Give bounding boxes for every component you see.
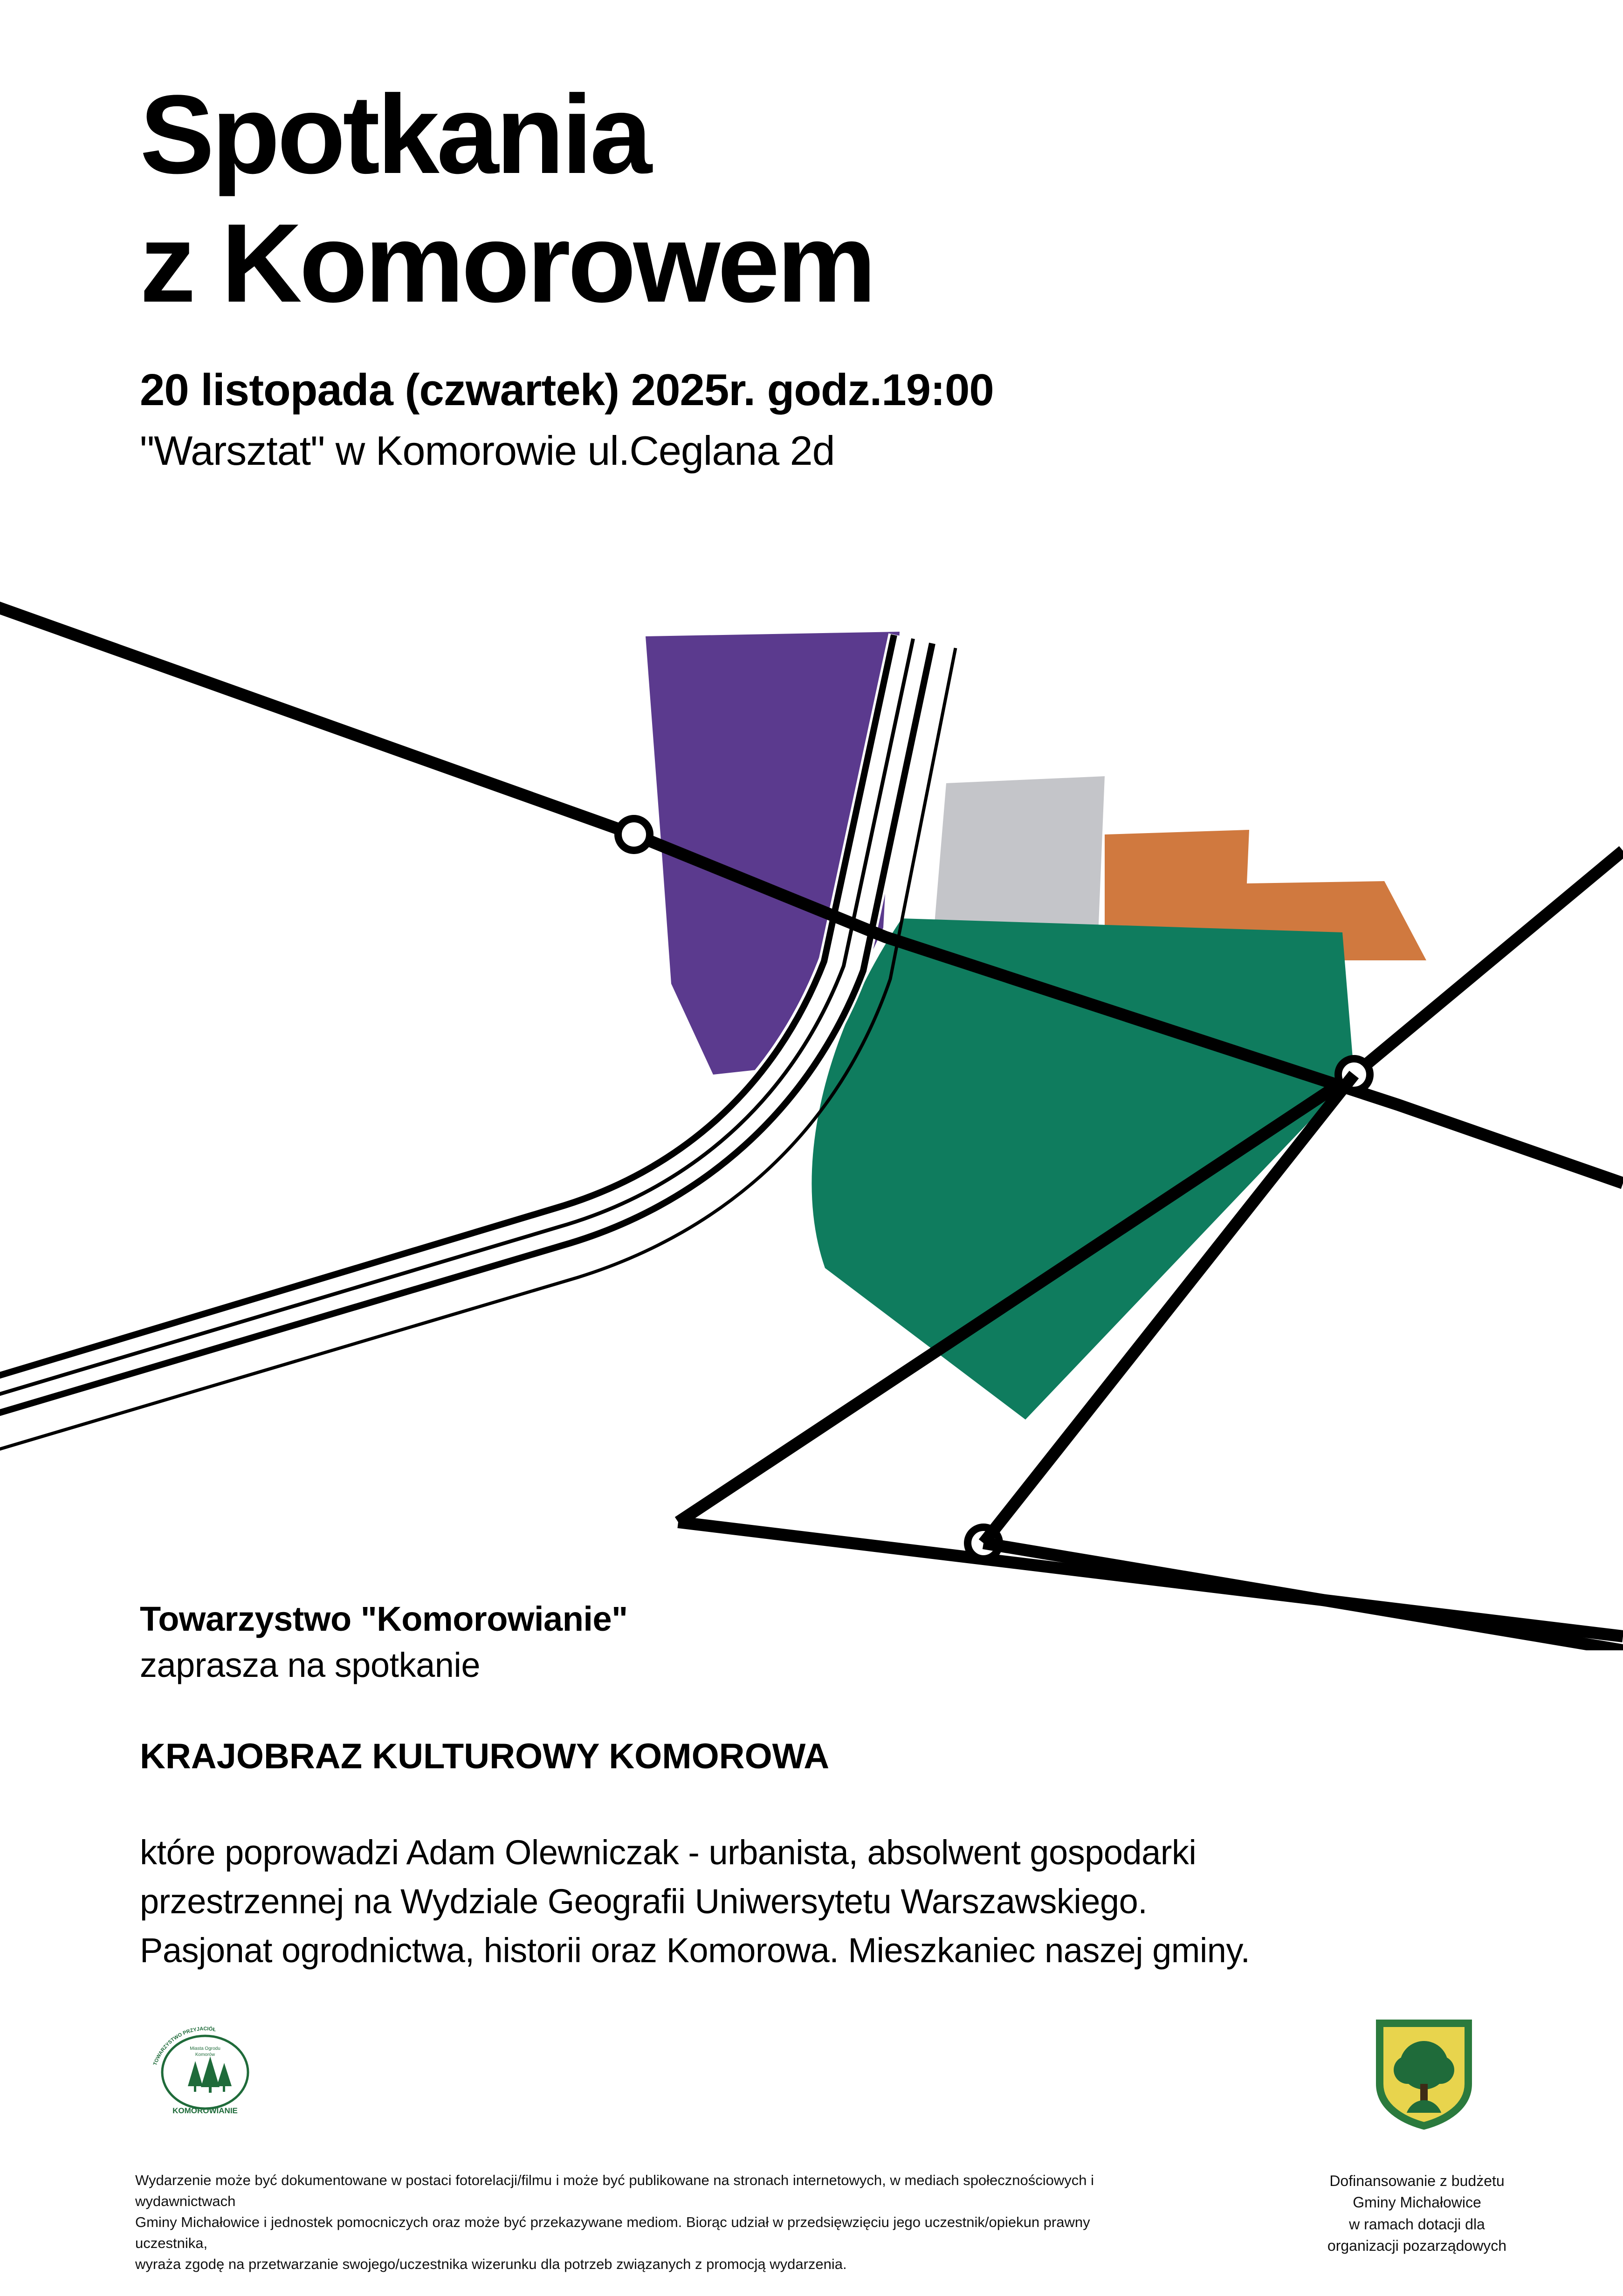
funding-line-3: w ramach dotacji dla — [1349, 2215, 1485, 2233]
logo-inner-text-2: Komorów — [195, 2052, 215, 2057]
legal-notice — [135, 2170, 1161, 2275]
lecture-description-line-3: Pasjonat ogrodnictwa, historii oraz Komorowa. Mieszkaniec naszej gminy. — [140, 1931, 1250, 1970]
invitation-block — [140, 1599, 1398, 1975]
invitation-text: zaprasza na spotkanie — [140, 1646, 480, 1684]
legal-line-3: wyraża zgodę na przetwarzanie swojego/uczestnika wizerunku dla potrzeb związanych z promocją wydarzenia. — [135, 2255, 847, 2272]
lecture-title: KRAJOBRAZ KULTUROWY KOMOROWA — [140, 1737, 830, 1776]
logo-inner-text-1: Miasta Ogrodu — [190, 2046, 220, 2051]
map-svg — [0, 592, 1623, 1650]
funding-line-1: Dofinansowanie z budżetu — [1329, 2172, 1505, 2189]
map-illustration — [0, 592, 1623, 1650]
legal-line-2: Gminy Michałowice i jednostek pomocniczych oraz może być przekazywane mediom. Biorąc udział w przedsięwzięciu jego uczestnik/opiekun prawny uczestnika, — [135, 2213, 1090, 2251]
poster-title-line-1: Spotkania — [140, 72, 649, 197]
event-date: 20 listopada (czwartek) 2025r. godz.19:00 — [140, 365, 994, 415]
poster-title-line-2: z Komorowem — [140, 200, 874, 325]
funding-line-2: Gminy Michałowice — [1353, 2194, 1481, 2211]
lecture-description-line-2: przestrzennej na Wydziale Geografii Uniwersytetu Warszawskiego. — [140, 1882, 1148, 1921]
funding-notice — [1286, 2170, 1547, 2257]
legal-line-1: Wydarzenie może być dokumentowane w postaci fotorelacji/filmu i może być publikowane na stronach internetowych, w mediach społecznościowych i wydawnictwach — [135, 2172, 1094, 2209]
node-north — [618, 819, 650, 850]
komorowianie-logo-svg — [133, 2016, 277, 2124]
logo-bottom-text: KOMOROWIANIE — [172, 2106, 238, 2115]
event-place: "Warsztat" w Komorowie ul.Ceglana 2d — [140, 427, 835, 474]
funding-line-4: organizacji pozarządowych — [1327, 2237, 1507, 2255]
poster-header — [140, 70, 1492, 475]
logo-top-text: TOWARZYSTWO PRZYJACIÓŁ — [152, 2026, 217, 2067]
organizer-name: Towarzystwo "Komorowianie" — [140, 1600, 628, 1638]
trees-icon — [188, 2056, 232, 2093]
lecture-description-line-1: które poprowadzi Adam Olewniczak - urbanista, absolwent gospodarki — [140, 1833, 1197, 1872]
michalowice-coat-of-arms — [1366, 2014, 1482, 2131]
coat-of-arms-svg — [1366, 2014, 1482, 2131]
komorowianie-logo — [133, 2016, 277, 2124]
